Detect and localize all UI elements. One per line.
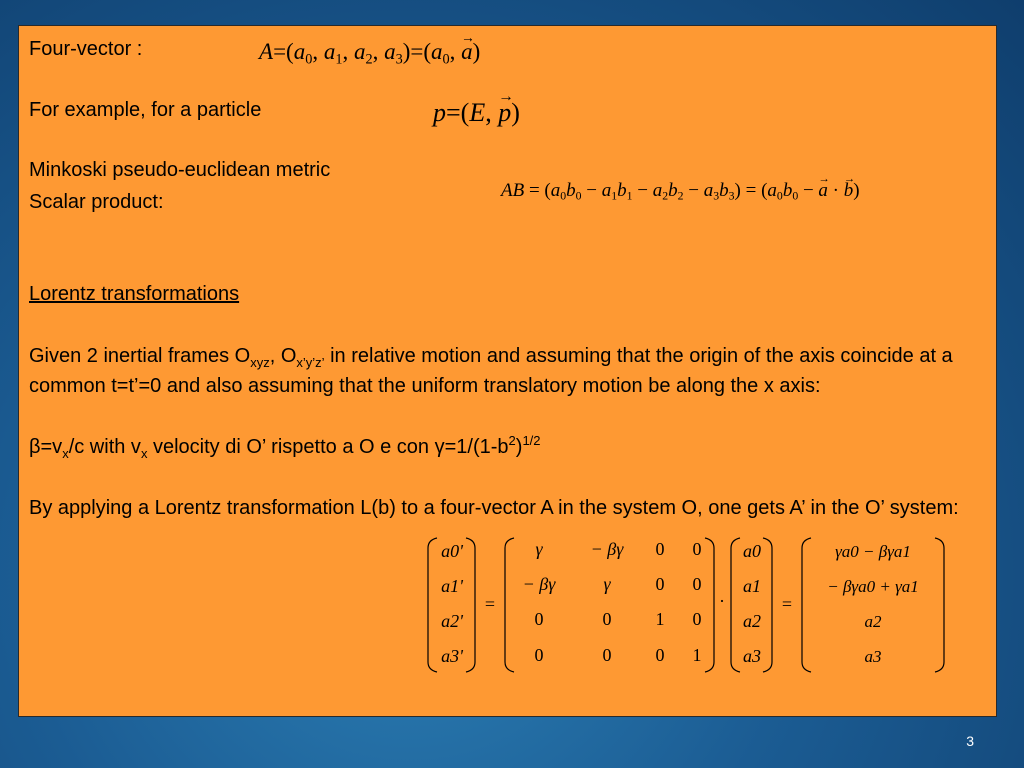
result-cell-2: a2 (864, 612, 882, 631)
applying-paragraph: By applying a Lorentz transformation L(b) to a four-vector A in the system O, one gets A’ in the O’ system: (29, 497, 959, 519)
matrix-cell-r4c2: 0 (602, 645, 612, 665)
beta-c: velocity di O’ rispetto a O e con γ=1/(1-b (147, 436, 509, 458)
frame-o-prime-subscript: x’y’z’ (296, 355, 325, 370)
matrix-cell-r3c3: 1 (655, 609, 665, 629)
four-vector-formula: $A=(a_0$, $a_1$, $a_2$, $a_3)=(a_0$, → a) (259, 39, 480, 65)
beta-sup2: 1/2 (522, 433, 541, 448)
matrix-cell-r2c1: − βγ (522, 574, 556, 594)
beta-b: /c with v (68, 436, 141, 458)
scalar-product-label: Scalar product: (29, 191, 164, 213)
vector-left-bracket (731, 538, 740, 672)
metric-text: Minkoski pseudo-euclidean metric (29, 159, 331, 181)
beta-sup1: 2 (508, 433, 516, 448)
matrix-cell-r4c1: 0 (534, 645, 544, 665)
matrix-cell-r4c4: 1 (692, 645, 702, 665)
frames-rest: in relative motion and assuming that the origin of the axis coincide at a common t=t’=0 and also assuming that the uniform translatory motion be along the x axis: (29, 345, 953, 397)
result-cell-1: − βγa0 + γa1 (827, 577, 919, 596)
frame-o-subscript: xyz (250, 355, 270, 370)
prime-vector-cell-3: a3' (441, 646, 463, 666)
prime-vector-right-bracket (466, 538, 475, 672)
matrix-cell-r1c1: γ (535, 539, 543, 559)
beta-d: ) (515, 436, 523, 458)
scalar-product-formula: AB = $(a_0b_0 - a_1b_1 - a_2b_2 - a_3b_3) = (a_0b_0$ − → a · → b) (501, 180, 860, 202)
vector-cell-0: a0 (743, 541, 761, 561)
matrix-cell-r3c2: 0 (602, 609, 612, 629)
frames-intro: Given 2 inertial frames O (29, 345, 251, 367)
result-right-bracket (935, 538, 944, 672)
frames-comma: , O (269, 345, 297, 367)
vector-cell-3: a3 (743, 646, 761, 666)
prime-vector-cell-2: a2' (441, 611, 463, 631)
matrix-left-bracket (505, 538, 514, 672)
example-text: For example, for a particle (29, 99, 262, 121)
result-cell-0: γa0 − βγa1 (835, 542, 911, 561)
matrix-cell-r1c3: 0 (655, 539, 665, 559)
matrix-cell-r3c1: 0 (534, 609, 544, 629)
prime-vector-cell-0: a0' (441, 541, 463, 561)
matrix-right-bracket (705, 538, 714, 672)
beta-sub1: x (62, 446, 69, 461)
matrix-cell-r1c2: − βγ (590, 539, 624, 559)
vector-cell-2: a2 (743, 611, 761, 631)
beta-sub2: x (140, 446, 148, 461)
matrix-cell-r2c4: 0 (692, 574, 702, 594)
particle-momentum-formula: p=(E, → p) (433, 98, 520, 128)
four-vector-label: Four-vector : (29, 38, 143, 60)
matrix-cell-r3c4: 0 (692, 609, 702, 629)
equals-sign-2: = (781, 594, 793, 614)
matrix-cell-r2c2: γ (603, 574, 611, 594)
vector-cell-1: a1 (743, 576, 761, 596)
matrix-cell-r4c3: 0 (655, 645, 665, 665)
matrix-cell-r1c4: 0 (692, 539, 702, 559)
prime-vector-left-bracket (428, 538, 437, 672)
beta-a: β=v (29, 436, 63, 458)
result-cell-3: a3 (864, 647, 882, 666)
dot-operator: · (719, 591, 725, 611)
equals-sign-1: = (484, 594, 496, 614)
prime-vector-cell-1: a1' (441, 576, 463, 596)
result-left-bracket (802, 538, 811, 672)
page-number: 3 (966, 733, 974, 749)
matrix-cell-r2c3: 0 (655, 574, 665, 594)
vector-right-bracket (763, 538, 772, 672)
lorentz-heading: Lorentz transformations (29, 283, 240, 305)
